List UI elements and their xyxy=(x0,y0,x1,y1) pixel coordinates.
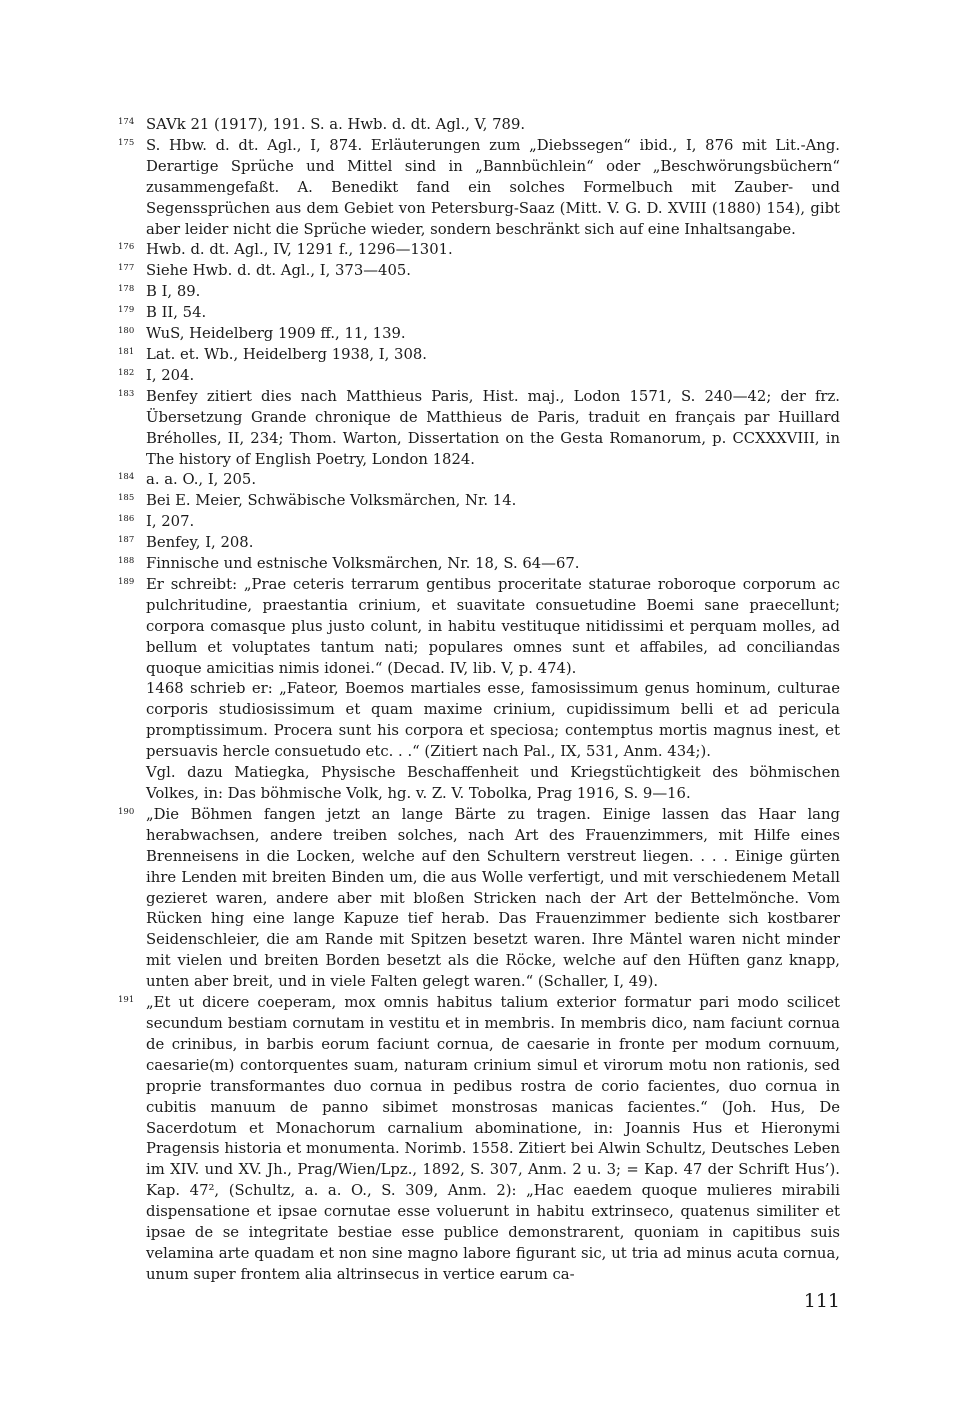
footnote xyxy=(118,303,840,324)
footnote-number: 182 xyxy=(118,367,135,378)
footnote-paragraph: SAVk 21 (1917), 191. S. a. Hwb. d. dt. Agl., V, 789. xyxy=(146,116,526,133)
footnote-text xyxy=(146,387,840,471)
footnote xyxy=(118,366,840,387)
footnote-number: 178 xyxy=(118,284,135,295)
footnote-text xyxy=(146,303,840,324)
footnote-number: 184 xyxy=(118,472,135,483)
footnote xyxy=(118,512,840,533)
footnote xyxy=(118,261,840,282)
footnote-text xyxy=(146,345,840,366)
footnotes-list xyxy=(118,115,840,1286)
footnote-paragraph: „Die Böhmen fangen jetzt an lange Bärte zu tragen. Einige lassen das Haar lang herabwachsen, andere treiben solches, nach Art des Frauenzimmers, mit Hilfe eines Brenneisens in die Locken, welche auf den Schultern verstreut liegen. . . . Einige gürten ihre Lenden mit breiten Binden um, die aus Wolle verfertigt, und mit verschiedenem Metall gezieret waren, andere aber mit bloßen Stricken nach der Art der Bettelmönche. Vom Rücken hing eine lange Kapuze tief herab. Das Frauenzimmer bediente sich kostbarer Seidenschleier, die am Rande mit Spitzen besetzt waren. Ihre Mäntel waren nicht minder mit vielen und breiten Borden besetzt als die Röcke, welche auf den Hüften ganz knapp, unten aber breit, und in viele Falten gelegt waren.“ (Schaller, I, 49). xyxy=(146,805,840,991)
footnote-paragraph: Finnische und estnische Volksmärchen, Nr. 18, S. 64—67. xyxy=(146,555,580,573)
footnote xyxy=(118,554,840,575)
footnote xyxy=(118,345,840,366)
footnote-number: 191 xyxy=(118,995,135,1006)
footnote xyxy=(118,805,840,993)
footnote-paragraph: Vgl. dazu Matiegka, Physische Beschaffenheit und Kriegstüchtigkeit des böhmischen Volkes, in: Das böhmische Volk, hg. v. Z. V. Tobolka, Prag 1916, S. 9—16. xyxy=(146,764,840,802)
footnote-paragraph: S. Hbw. d. dt. Agl., I, 874. Erläuterungen zum „Diebssegen“ ibid., I, 876 mit Lit.-Ang. Derartige Sprüche und Mittel sind in „Bannbüchlein“ oder „Beschwörungsbüchern“ zusammengefaßt. A. Benedikt fand ein solches Formelbuch mit Zauber- und Segenssprüchen aus dem Gebiet von Petersburg-Saaz (Mitt. V. G. D. XVIII (1880) 154), gibt aber leider nicht die Sprüche wieder, sondern beschränkt sich auf eine Inhaltsangabe. xyxy=(146,136,840,238)
footnote-paragraph: I, 207. xyxy=(146,513,195,531)
footnote-paragraph: Siehe Hwb. d. dt. Agl., I, 373—405. xyxy=(146,262,412,280)
footnote xyxy=(118,115,840,136)
footnote-paragraph: Bei E. Meier, Schwäbische Volksmärchen, Nr. 14. xyxy=(146,492,517,510)
footnote-text xyxy=(146,324,840,345)
footnote-number: 179 xyxy=(118,305,135,316)
footnote-number: 174 xyxy=(118,117,135,127)
footnote-paragraph: Benfey, I, 208. xyxy=(146,534,254,552)
footnote-paragraph: „Et ut dicere coeperam, mox omnis habitus talium exterior formatur pari modo scilicet secundum bestiam cornutam in vestitu et in membris. In membris dico, nam faciunt cornua de crinibus, in barbis eorum faciunt cornua, de caesarie in fronte per modum cornuum, caesarie(m) contorquentes suam, naturam crinium simul et virorum motu non rationis, sed proprie transformantes duo cornua in pedibus rostra de corio facientes, duo cornua in cubitis manuum de panno sibimet monstrosas manicas facientes.“ (Joh. Hus, De Sacerdotum et Monachorum carnalium abominatione, in: Joannis Hus et Hieronymi Pragensis historia et monumenta. Norimb. 1558. Zitiert bei Alwin Schultz, Deutsches Leben im XIV. und XV. Jh., Prag/Wien/Lpz., 1892, S. 307, Anm. 2 u. 3; = Kap. 47 der Schrift Hus’). Kap. 47², (Schultz, a. a. O., S. 309, Anm. 2): „Hac eaedem quoque mulieres mirabili dispensatione et ipsae cornutae esse voluerunt in habitu extrinseco, quatenus similiter et ipsae de se integritate bestiae esse publice demonstrarent, quoniam in capitibus suis velamina arte quadam et non sine magno labore figurant sic, ut tria ad minus acuta cornua, unum super frontem alia altrinsecus in vertice earum ca- xyxy=(146,994,840,1283)
footnote-text xyxy=(146,261,840,282)
footnote-number: 186 xyxy=(118,514,135,525)
footnote-text xyxy=(146,491,840,512)
footnote xyxy=(118,324,840,345)
footnote xyxy=(118,136,840,241)
footnote-number: 176 xyxy=(118,242,135,253)
footnote-number: 185 xyxy=(118,493,135,504)
footnote-text xyxy=(146,805,840,993)
footnote-number: 180 xyxy=(118,326,135,337)
footnote-number: 187 xyxy=(118,535,135,546)
footnote-number: 188 xyxy=(118,556,135,567)
footnote-text xyxy=(146,512,840,533)
footnote xyxy=(118,282,840,303)
footnote-text xyxy=(146,575,840,805)
footnote xyxy=(118,993,840,1286)
footnote-text xyxy=(146,993,840,1286)
footnote-paragraph: Benfey zitiert dies nach Matthieus Paris, Hist. maj., Lodon 1571, S. 240—42; der frz. Übersetzung Grande chronique de Matthieus de Paris, traduit en français par Huillard Bréholles, II, 234; Thom. Warton, Dissertation on the Gesta Romanorum, p. CCXXXVIII, in The history of English Poetry, London 1824. xyxy=(146,387,840,468)
footnote xyxy=(118,491,840,512)
footnote-text xyxy=(146,533,840,554)
footnote-number: 177 xyxy=(118,263,135,274)
footnote-text xyxy=(146,470,840,491)
footnote xyxy=(118,240,840,261)
footnote xyxy=(118,533,840,554)
footnote xyxy=(118,387,840,471)
footnote-paragraph: B I, 89. xyxy=(146,283,201,301)
footnote-text xyxy=(146,366,840,387)
footnote-text xyxy=(146,115,840,136)
footnote-paragraph: 1468 schrieb er: „Fateor, Boemos martiales esse, famosissimum genus hominum, culturae corporis studiosissimum et quam maxime crinium, cupidissimum belli et ad pericula promptissimum. Procera sunt his corpora et speciosa; contemptus mortis magnus inest, et persuavis hercle consuetudo etc. . .“ (Zitiert nach Pal., IX, 531, Anm. 434;). xyxy=(146,680,840,761)
page-number: 111 xyxy=(803,1290,840,1312)
footnote-paragraph: Hwb. d. dt. Agl., IV, 1291 f., 1296—1301. xyxy=(146,241,453,259)
footnote-paragraph: WuS, Heidelberg 1909 ff., 11, 139. xyxy=(146,325,406,343)
footnote-number: 175 xyxy=(118,137,135,148)
footnote-number: 181 xyxy=(118,346,135,357)
footnote-paragraph: B II, 54. xyxy=(146,304,207,322)
footnote xyxy=(118,575,840,805)
footnote-paragraph: a. a. O., I, 205. xyxy=(146,471,257,489)
footnote-paragraph: Lat. et. Wb., Heidelberg 1938, I, 308. xyxy=(146,345,427,363)
footnote-text xyxy=(146,240,840,261)
footnote-number: 183 xyxy=(118,388,135,399)
footnote-paragraph: I, 204. xyxy=(146,366,195,384)
footnote-text xyxy=(146,136,840,241)
footnote-number: 189 xyxy=(118,576,135,587)
footnote-paragraph: Er schreibt: „Prae ceteris terrarum gentibus proceritate staturae roboroque corporum ac pulchritudine, praestantia crinium, et suavitate consuetudine Boemi sane praecellunt; corpora comasque plus justo colunt, in habitu vestituque nitidissimi et perquam molles, ad bellum et voluptates tantum nati; populares omnes sunt et affabiles, ad conciliandas quoque amicitias nimis idonei.“ (Decad. IV, lib. V, p. 474). xyxy=(146,575,840,677)
footnote xyxy=(118,470,840,491)
footnote-number: 190 xyxy=(118,806,135,817)
footnote-text xyxy=(146,554,840,575)
footnote-text xyxy=(146,282,840,303)
